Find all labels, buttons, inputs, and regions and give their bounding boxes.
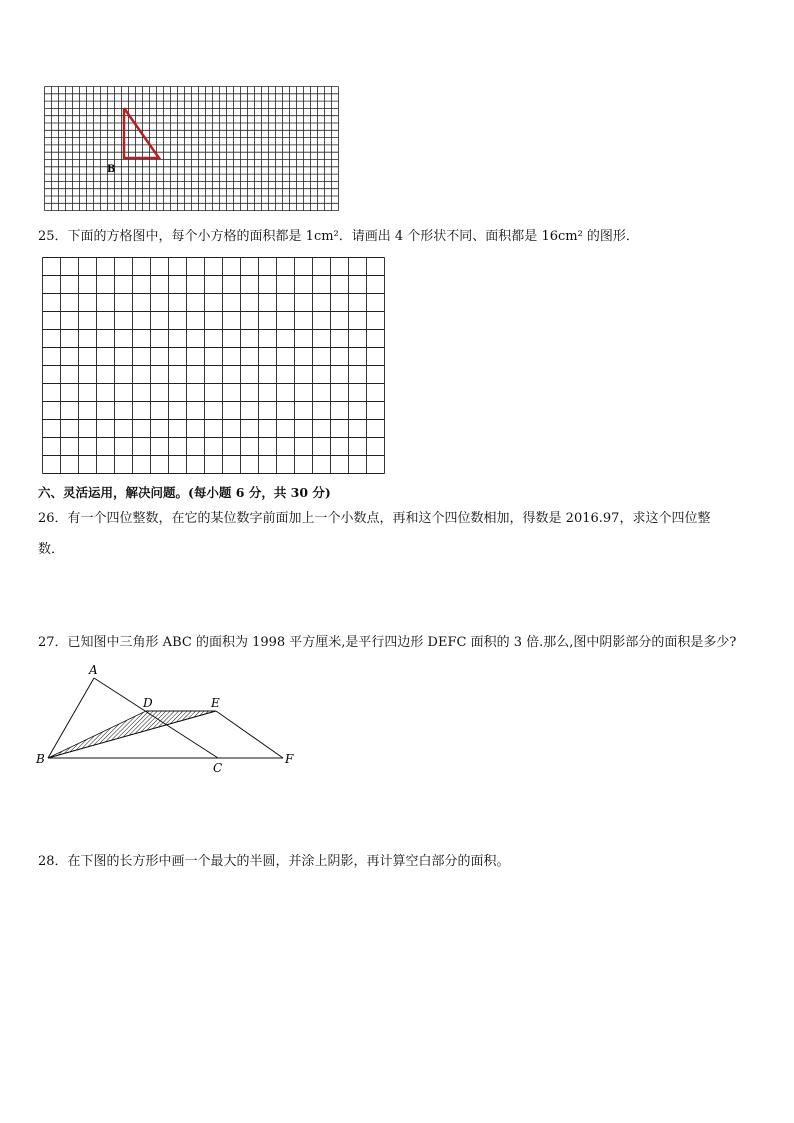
point-b-label: B bbox=[107, 164, 116, 175]
question-number: 25． bbox=[38, 229, 68, 244]
question-number: 26． bbox=[38, 511, 68, 526]
question-28 bbox=[38, 852, 510, 872]
question-text: 在下图的长方形中画一个最大的半圆，并涂上阴影，再计算空白部分的面积。 bbox=[67, 854, 510, 869]
segment-ef bbox=[216, 711, 283, 758]
segment-ac bbox=[94, 678, 218, 758]
question-text: 已知图中三角形 ABC 的面积为 1998 平方厘米,是平行四边形 DEFC 面积的 3 倍.那么,图中阴影部分的面积是多少? bbox=[67, 635, 737, 650]
question-text-line1: 有一个四位整数，在它的某位数字前面加上一个小数点，再和这个四位数相加，得数是 2016.97，求这个四位整 bbox=[67, 511, 711, 526]
question-26-line2: 数． bbox=[38, 542, 65, 557]
grid-lines bbox=[45, 87, 339, 211]
grid-figure-triangle bbox=[44, 86, 344, 214]
label-c: C bbox=[213, 761, 223, 775]
label-b: B bbox=[36, 752, 45, 766]
question-26 bbox=[38, 509, 710, 529]
question-number: 27． bbox=[38, 635, 68, 650]
label-f: F bbox=[285, 752, 294, 766]
label-d: D bbox=[143, 696, 153, 710]
question-number: 28． bbox=[38, 854, 68, 869]
grid-lines bbox=[43, 258, 385, 474]
label-a: A bbox=[89, 663, 98, 677]
question-25 bbox=[38, 227, 639, 247]
label-e: E bbox=[211, 696, 220, 710]
blank-grid bbox=[42, 257, 388, 477]
triangle-parallelogram-figure bbox=[30, 660, 310, 780]
question-27 bbox=[38, 633, 736, 653]
question-text: 下面的方格图中，每个小方格的面积都是 1cm²．请画出 4 个形状不同、面积都是 16cm² 的图形． bbox=[67, 229, 639, 244]
section-heading: 六、灵活运用，解决问题。(每小题 6 分，共 30 分) bbox=[38, 485, 331, 500]
